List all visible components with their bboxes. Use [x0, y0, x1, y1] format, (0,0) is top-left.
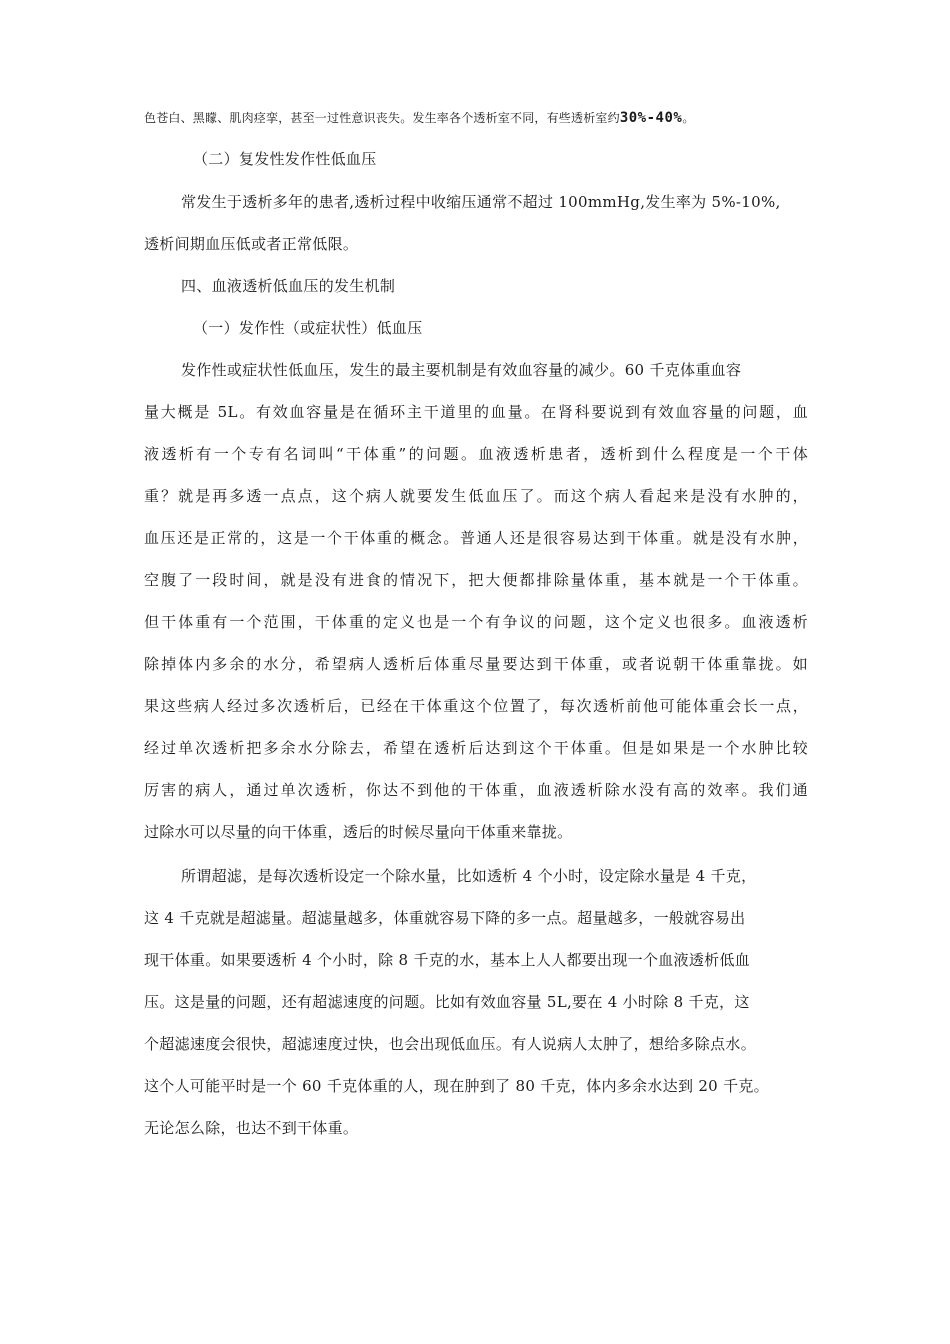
paragraph-line: 果这些病人经过多次透析后，已经在干体重这个位置了，每次透析前他可能体重会长一点， — [144, 697, 808, 715]
paragraph-line: 发作性或症状性低血压，发生的最主要机制是有效血容量的减少。60 千克体重血容 — [181, 361, 742, 379]
paragraph-line: 所谓超滤，是每次透析设定一个除水量，比如透析 4 个小时，设定除水量是 4 千克， — [181, 867, 757, 885]
continuation-end: 。 — [682, 111, 695, 125]
paragraph-line: 厉害的病人，通过单次透析，你达不到他的干体重，血液透析除水没有高的效率。我们通 — [144, 781, 808, 799]
paragraph-line: 透析间期血压低或者正常低限。 — [144, 235, 359, 253]
paragraph-line: 除掉体内多余的水分，希望病人透析后体重尽量要达到干体重，或者说朝干体重靠拢。如 — [144, 655, 808, 673]
paragraph-line: 这 4 千克就是超滤量。超滤量越多，体重就容易下降的多一点。超量越多，一般就容易出 — [144, 909, 746, 927]
paragraph-line: 血压还是正常的，这是一个干体重的概念。普通人还是很容易达到干体重。就是没有水肿， — [144, 529, 808, 547]
subheading-recurrent: （二）复发性发作性低血压 — [193, 150, 377, 168]
paragraph-line: 这个人可能平时是一个 60 千克体重的人，现在肿到了 80 千克，体内多余水达到 20 千克。 — [144, 1077, 769, 1095]
paragraph-line: 过除水可以尽量的向干体重，透后的时候尽量向干体重来靠拢。 — [144, 823, 573, 841]
paragraph-line: 重？就是再多透一点点，这个病人就要发生低血压了。而这个病人看起来是没有水肿的， — [144, 487, 808, 505]
paragraph-line: 经过单次透析把多余水分除去，希望在透析后达到这个干体重。但是如果是一个水肿比较 — [144, 739, 808, 757]
subheading-episodic: （一）发作性（或症状性）低血压 — [193, 319, 423, 337]
paragraph-line: 空腹了一段时间，就是没有进食的情况下，把大便都排除量体重，基本就是一个干体重。 — [144, 571, 808, 589]
paragraph-line: 个超滤速度会很快，超滤速度过快，也会出现低血压。有人说病人太肿了，想给多除点水。 — [144, 1035, 757, 1053]
paragraph-line: 常发生于透析多年的患者,透析过程中收缩压通常不超过 100mmHg,发生率为 5%-10%, — [181, 193, 781, 211]
continuation-text: 色苍白、黑矇、肌肉痉挛，甚至一过性意识丧失。发生率各个透析室不同，有些透析室约 — [144, 111, 620, 125]
paragraph-line: 现干体重。如果要透析 4 个小时，除 8 千克的水，基本上人人都要出现一个血液透析低血 — [144, 951, 751, 969]
continuation-line — [144, 108, 695, 128]
percent-range: 30%-40% — [619, 110, 683, 126]
paragraph-line: 量大概是 5L。有效血容量是在循环主干道里的血量。在肾科要说到有效血容量的问题，血 — [144, 403, 808, 421]
paragraph-line: 无论怎么除，也达不到干体重。 — [144, 1119, 359, 1137]
paragraph-line: 压。这是量的问题，还有超滤速度的问题。比如有效血容量 5L,要在 4 小时除 8 千克，这 — [144, 993, 750, 1011]
paragraph-line: 但干体重有一个范围，干体重的定义也是一个有争议的问题，这个定义也很多。血液透析 — [144, 613, 808, 631]
section-heading: 四、血液透析低血压的发生机制 — [181, 277, 396, 295]
paragraph-line: 液透析有一个专有名词叫“干体重”的问题。血液透析患者，透析到什么程度是一个干体 — [144, 445, 808, 463]
